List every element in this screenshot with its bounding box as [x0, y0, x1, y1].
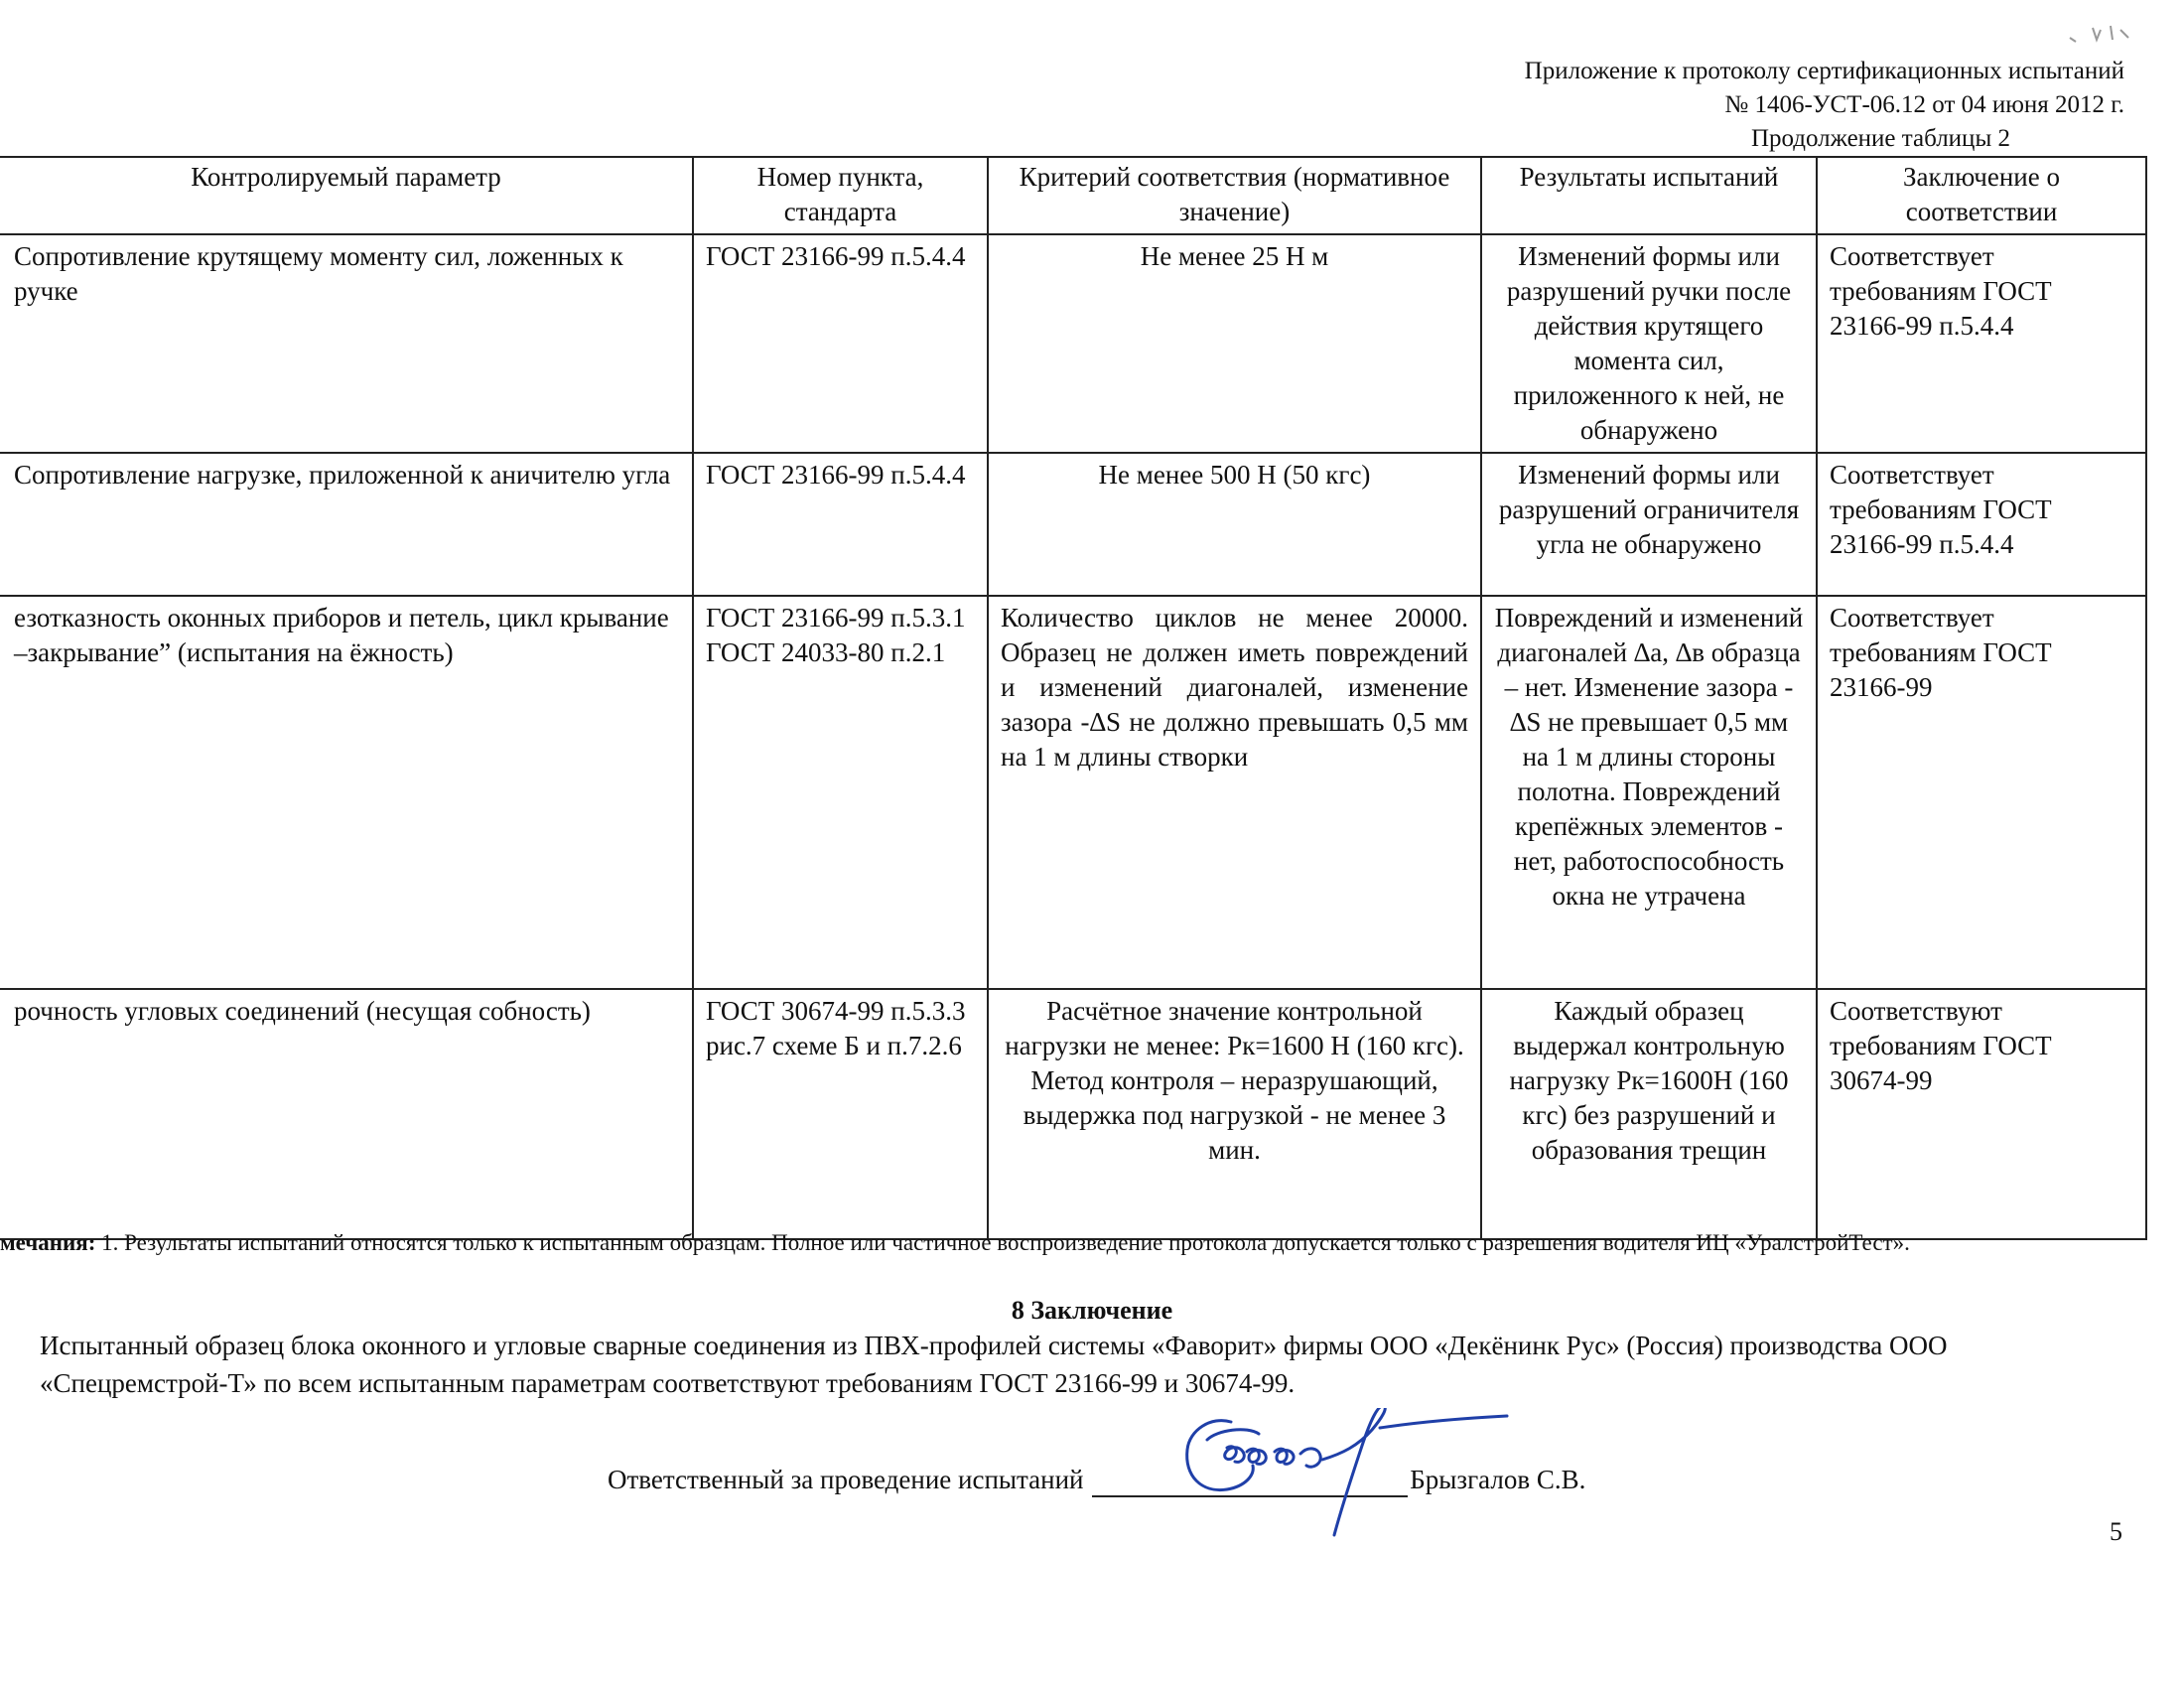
criterion-cell: Расчётное значение контрольной нагрузки не менее: Pк=1600 Н (160 кгс). Метод контроля – неразрушающий, выдержка под нагрузкой - не менее 3 мин. [988, 989, 1481, 1239]
result-cell: Изменений формы или разрушений ограничителя угла не обнаружено [1481, 453, 1817, 596]
table-header-row [0, 157, 2146, 234]
param-cell: рочность угловых соединений (несущая собность) [0, 989, 693, 1239]
conclusion-text: Испытанный образец блока оконного и угловые сварные соединения из ПВХ-профилей системы «Фаворит» фирмы ООО «Декёнинк Рус» (Россия) производства ООО «Спецремстрой-Т» по всем испытанным параметрам соответствуют требованиям ГОСТ 23166-99 и 30674-99. [40, 1331, 1948, 1398]
param-cell: езотказность оконных приборов и петель, цикл крывание –закрывание” (испытания на ёжность) [0, 596, 693, 989]
conclusion-cell: Соответствует требованиям ГОСТ 23166-99 п.5.4.4 [1817, 234, 2146, 453]
section-title: 8 Заключение [1011, 1296, 1173, 1325]
standard-cell: ГОСТ 23166-99 п.5.4.4 [693, 453, 988, 596]
standard-cell: ГОСТ 23166-99 п.5.3.1 ГОСТ 24033-80 п.2.1 [693, 596, 988, 989]
conclusion-cell: Соответствует требованиям ГОСТ 23166-99 [1817, 596, 2146, 989]
signature-label: Ответственный за проведение испытаний [608, 1465, 1084, 1494]
criterion-cell: Количество циклов не менее 20000. Образец не должен иметь повреждений и изменений диагоналей, изменение зазора -∆S не должно превышать 0,5 мм на 1 м длины створки [988, 596, 1481, 989]
table-row [0, 234, 2146, 453]
test-results-table [0, 156, 2147, 1240]
column-header: Результаты испытаний [1481, 157, 1817, 234]
handwritten-signature [1171, 1408, 1608, 1547]
result-cell: Изменений формы или разрушений ручки после действия крутящего момента сил, приложенного к ней, не обнаружено [1481, 234, 1817, 453]
notes-label: мечания: [0, 1230, 96, 1255]
page-number: 5 [2110, 1517, 2122, 1546]
result-cell: Каждый образец выдержал контрольную нагрузку Рк=1600Н (160 кгс) без разрушений и образования трещин [1481, 989, 1817, 1239]
column-header: Заключение о соответствии [1817, 157, 2146, 234]
header-line-3: Продолжение таблицы 2 [1750, 125, 2010, 152]
header-line-2: № 1406-УСТ-06.12 от 04 июня 2012 г. [1724, 91, 2124, 118]
conclusion-cell: Соответствует требованиям ГОСТ 23166-99 п.5.4.4 [1817, 453, 2146, 596]
scan-artifact-icon [2065, 20, 2144, 50]
table-row [0, 453, 2146, 596]
signer-name: Брызгалов С.В. [1410, 1465, 1586, 1494]
criterion-cell: Не менее 25 Н м [988, 234, 1481, 453]
notes [0, 1227, 2005, 1259]
table-row [0, 596, 2146, 989]
standard-cell: ГОСТ 23166-99 п.5.4.4 [693, 234, 988, 453]
header-line-1: Приложение к протоколу сертификационных испытаний [1524, 58, 2124, 84]
notes-text: 1. Результаты испытаний относятся только к испытанным образцам. Полное или частичное воспроизведение протокола допускается только с разрешения водителя ИЦ «УралстройТест». [101, 1230, 1910, 1255]
column-header: Номер пункта, стандарта [693, 157, 988, 234]
standard-cell: ГОСТ 30674-99 п.5.3.3 рис.7 схеме Б и п.7.2.6 [693, 989, 988, 1239]
conclusion-cell: Соответствуют требованиям ГОСТ 30674-99 [1817, 989, 2146, 1239]
table-row [0, 989, 2146, 1239]
param-cell: Сопротивление нагрузке, приложенной к аничителю угла [0, 453, 693, 596]
param-cell: Сопротивление крутящему моменту сил, ложенных к ручке [0, 234, 693, 453]
criterion-cell: Не менее 500 Н (50 кгс) [988, 453, 1481, 596]
column-header: Контролируемый параметр [0, 157, 693, 234]
column-header: Критерий соответствия (нормативное значение) [988, 157, 1481, 234]
result-cell: Повреждений и изменений диагоналей ∆а, ∆в образца – нет. Изменение зазора - ∆S не превышает 0,5 мм на 1 м длины стороны полотна. Повреждений крепёжных элементов - нет, работоспособность окна не утрачена [1481, 596, 1817, 989]
